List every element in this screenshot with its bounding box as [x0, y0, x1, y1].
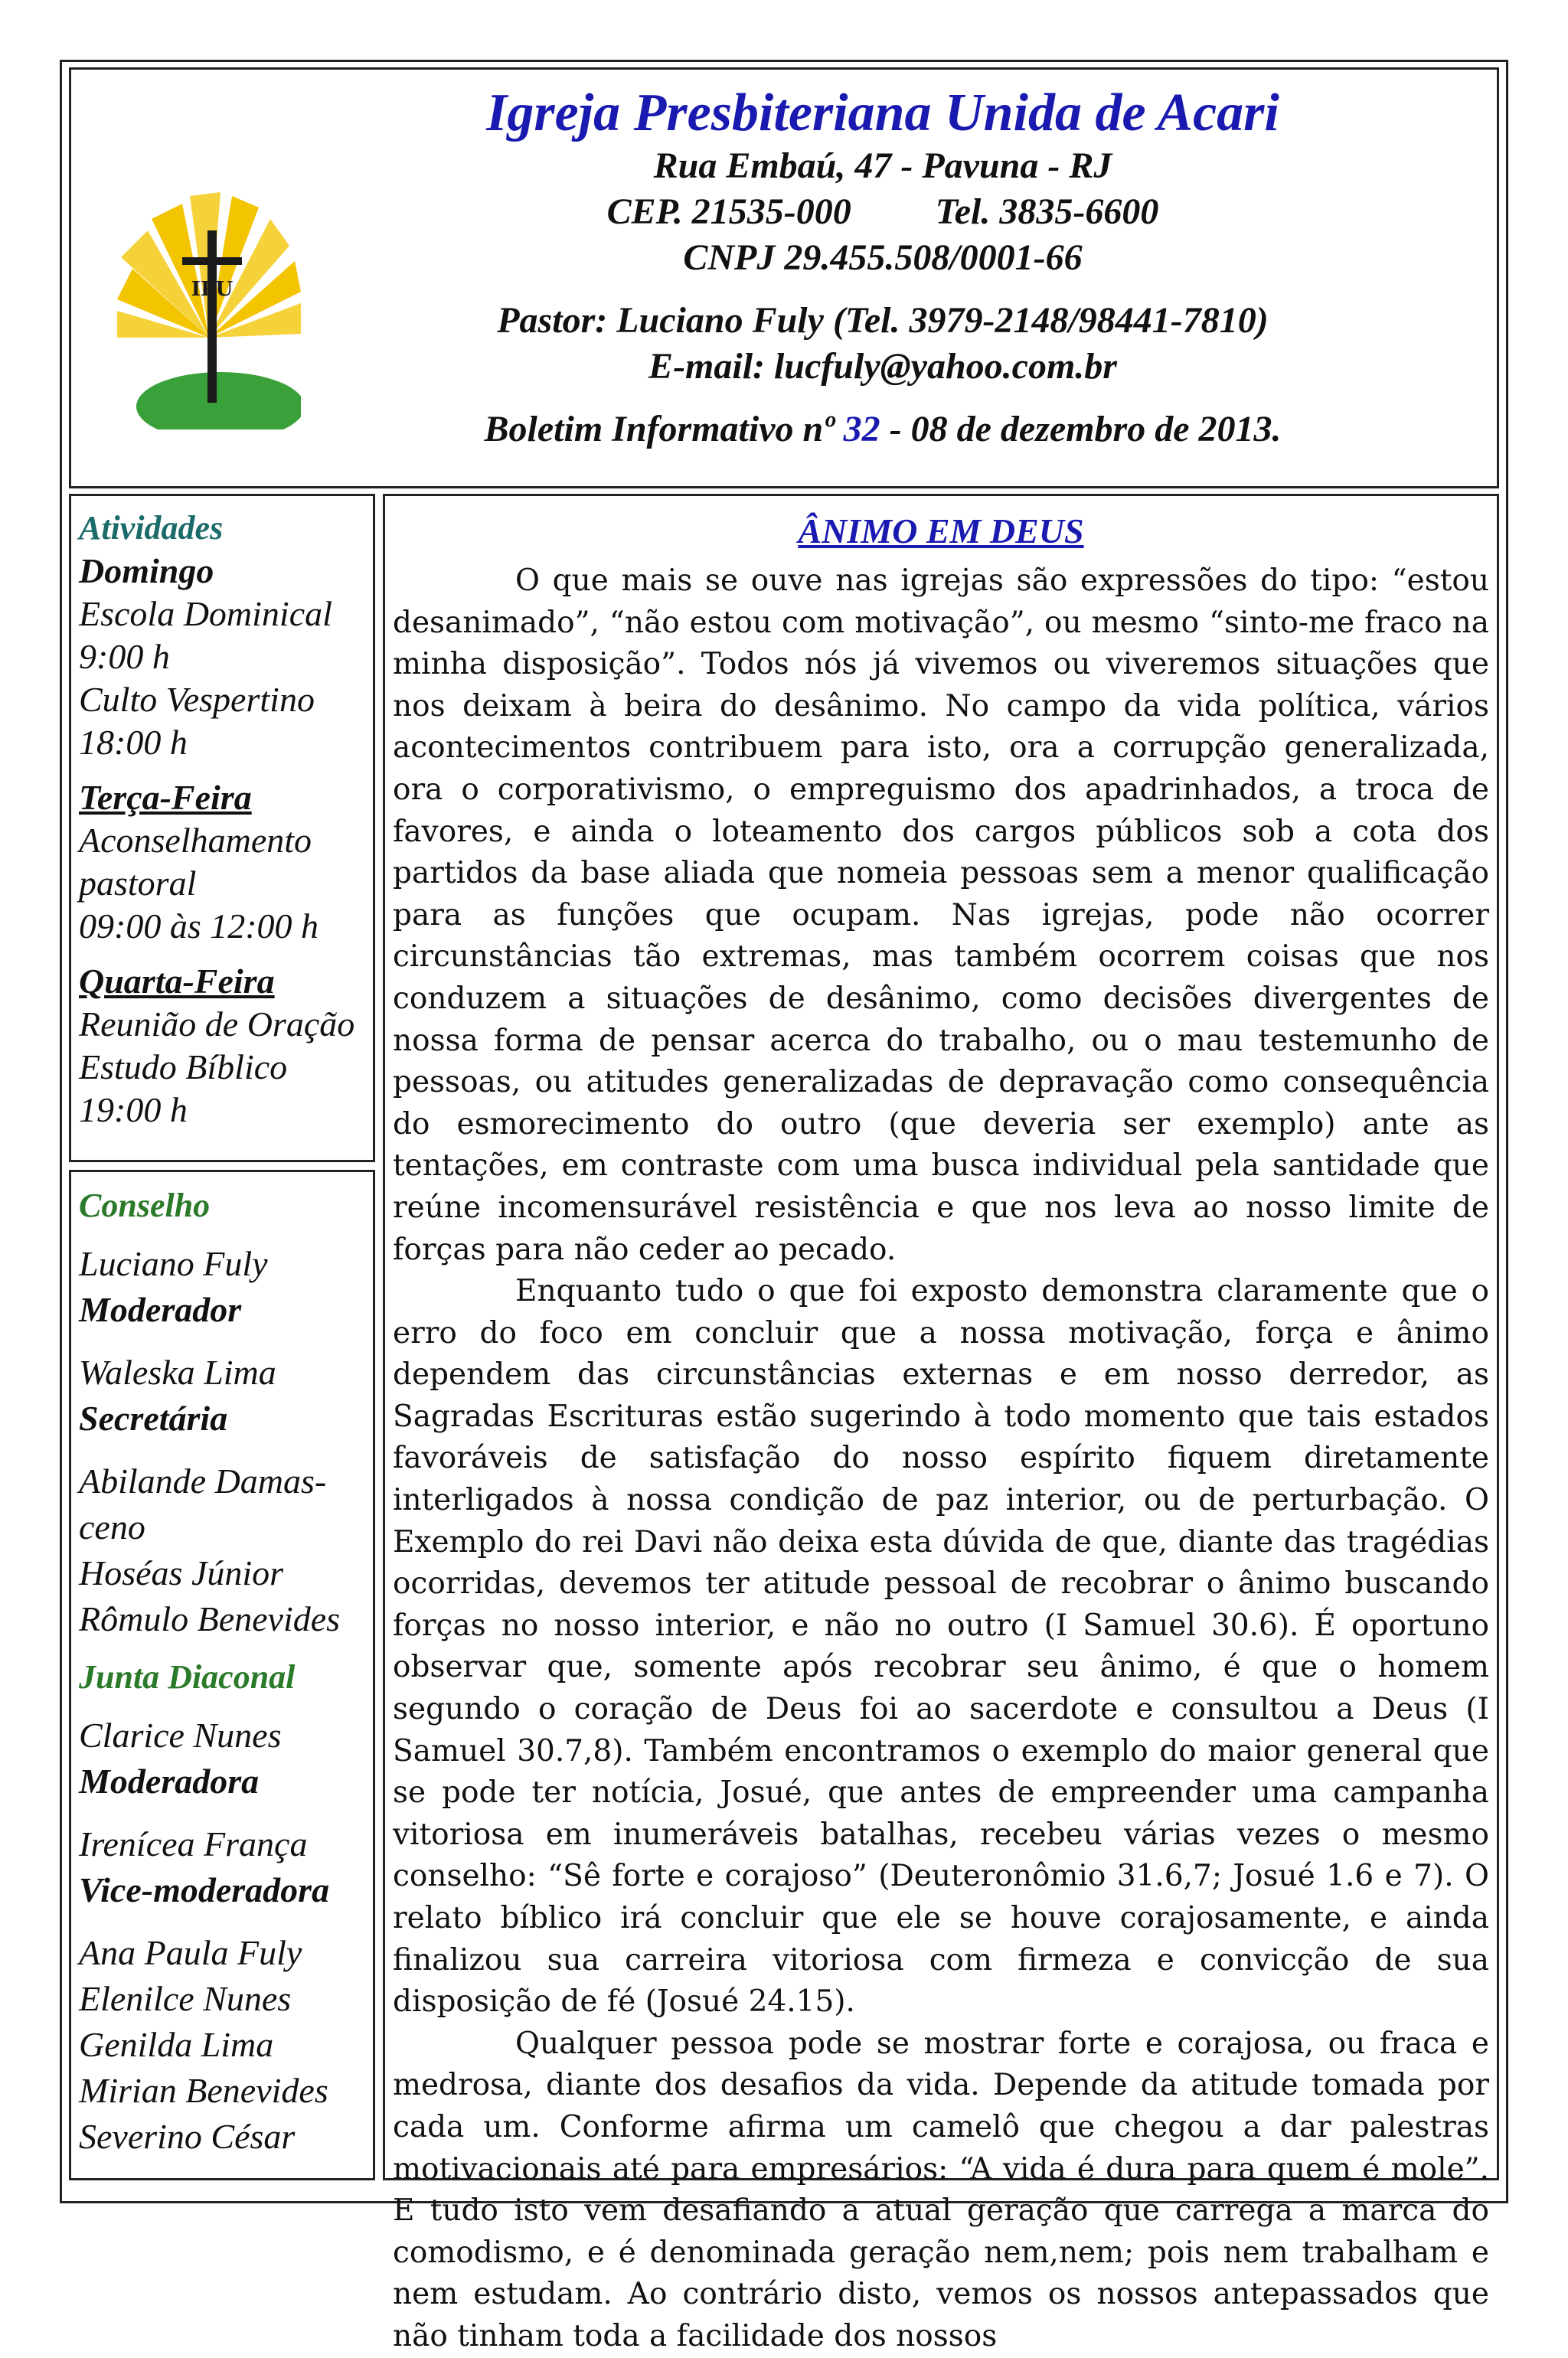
activity-line: 18:00 h — [79, 723, 188, 762]
member-name: Mirian Benevides — [79, 2071, 328, 2110]
member-name: Rômulo Benevides — [79, 1599, 341, 1638]
address: Rua Embaú, 47 - Pavuna - RJ — [653, 145, 1112, 187]
leadership-box — [69, 1170, 375, 2180]
member-name: Hoséas Júnior — [79, 1553, 284, 1592]
member-role: Moderador — [79, 1290, 242, 1329]
church-name: Igreja Presbiteriana Unida de Acari — [486, 83, 1279, 142]
activity-line: Reunião de Oração — [79, 1004, 355, 1043]
email: E-mail: lucfuly@yahoo.com.br — [648, 346, 1117, 387]
article-paragraph: O que mais se ouve nas igrejas são expressões do tipo: “estou desanimado”, “não estou com motivação”, ou mesmo “sinto-me fraco na minha disposição”. Todos nós já vivemos ou viveremos situações que nos deixam à beira do desânimo. No campo da vida política, vários acontecimentos contribuem para isto, ora a corrupção generalizada, ora o corporativismo, o empreguismo dos apadrinhados, a troca de favores, e ainda o loteamento dos cargos públicos sob a cota dos partidos da base aliada que nomeia pessoas sem a menor qualificação para as funções que ocupam. Nas igrejas, pode não ocorrer circunstâncias tão extremas, mas também ocorrem coisas que nos conduzem a situações de desânimo, como decisões divergentes de nossa forma de pensar acerca do trabalho, ou o mau testemunho de pessoas, ou atitudes generalizadas de depravação como consequência do esmorecimento do outro (que deveria ser exemplo) ante as tentações, em contraste com uma busca individual pela santidade que reúne incomensurável resistência e que nos leva ao nosso limite de forças para não ceder ao pecado. — [393, 563, 1489, 1267]
member-name: Irenícea França — [79, 1824, 308, 1863]
header-box — [69, 67, 1499, 488]
cep: CEP. 21535-000 — [606, 191, 851, 233]
cnpj: CNPJ 29.455.508/0001-66 — [683, 237, 1083, 279]
phone: Tel. 3835-6600 — [935, 191, 1159, 233]
activity-line: Aconselhamento — [79, 821, 312, 860]
member-name: Clarice Nunes — [79, 1716, 282, 1755]
member-name: Abilande Damas- — [79, 1462, 327, 1501]
member-name: Luciano Fuly — [79, 1244, 268, 1283]
article-paragraph: Enquanto tudo o que foi exposto demonstra claramente que o erro do foco em concluir que a nossa motivação, força e ânimo dependem das circunstâncias externas e em nosso derredor, as Sagradas Escrituras estão sugerindo à todo momento que tais estados favoráveis de satisfação do nosso espírito fiquem diretamente interligados à nossa condição de paz interior, ou de perturbação. O Exemplo do rei Davi não deixa esta dúvida de que, diante das tragédias ocorridas, devemos ter atitude pessoal de recobrar o ânimo buscando forças no nosso interior, e não no outro (I Samuel 30.6). É oportuno observar que, somente após recobrar seu ânimo, é que o homem segundo o coração de Deus foi ao sacerdote e consultou a Deus (I Samuel 30.7,8). Também encontramos o exemplo do maior general que se pode ter notícia, Josué, que antes de empreender uma campanha vitoriosa em inumeráveis batalhas, recebeu várias vezes o mesmo conselho: “Sê forte e corajoso” (Deuteronômio 31.6,7; Josué 1.6 e 7). O relato bíblico irá concluir que ele se houve corajosamente, e ainda finalizou sua carreira vitoriosa com firmeza e convicção de sua disposição de fé (Josué 24.15). — [393, 1274, 1489, 2020]
member-name: ceno — [79, 1507, 145, 1546]
bulletin-number: 32 — [843, 409, 880, 450]
member-role: Vice-moderadora — [79, 1870, 330, 1909]
activity-line: Culto Vespertino — [79, 680, 315, 719]
member-role: Secretária — [79, 1399, 228, 1438]
day-wednesday: Quarta-Feira — [79, 962, 275, 1001]
pastor: Pastor: Luciano Fuly (Tel. 3979-2148/98441-7810) — [497, 300, 1269, 341]
article-title: ÂNIMO EM DEUS — [798, 511, 1084, 550]
member-name: Genilda Lima — [79, 2025, 274, 2064]
activity-line: 9:00 h — [79, 637, 170, 676]
activity-line: Estudo Bíblico — [79, 1047, 288, 1086]
activity-line: pastoral — [79, 864, 197, 903]
activity-line: 19:00 h — [79, 1090, 188, 1129]
day-tuesday: Terça-Feira — [79, 778, 252, 817]
activity-line: Escola Dominical — [79, 594, 332, 633]
cross-icon — [207, 230, 217, 403]
day-sunday: Domingo — [79, 551, 214, 590]
activities-box — [69, 494, 375, 1162]
bulletin-line: Boletim Informativo nº 32 - 08 de dezembro de 2013. — [484, 409, 1282, 450]
member-name: Severino César — [79, 2117, 296, 2156]
deacons-title: Junta Diaconal — [79, 1658, 296, 1696]
church-logo — [117, 185, 301, 429]
article-body — [393, 560, 1489, 2358]
hill-icon — [136, 372, 301, 429]
member-role: Moderadora — [79, 1762, 260, 1801]
logo-letters: IPU — [191, 278, 234, 301]
cep-tel-line — [408, 189, 1357, 235]
activity-line: 09:00 às 12:00 h — [79, 906, 319, 945]
activities-title: Atividades — [79, 509, 224, 547]
article-paragraph: Qualquer pessoa pode se mostrar forte e corajosa, ou fraca e medrosa, diante dos desafios da vida. Depende da atitude tomada por cada um. Conforme afirma um camelô que chegou a dar palestras motivacionais até para empresários: “A vida é dura para quem é mole”. E tudo isto vem desafiando a atual geração que carrega a marca do comodismo, e é denominada geração nem,nem; pois nem trabalham e nem estudam. Ao contrário disto, vemos os nossos antepassados que não tinham toda a facilidade dos nossos — [393, 2026, 1489, 2353]
article-box — [383, 494, 1499, 2353]
member-name: Ana Paula Fuly — [79, 1933, 302, 1972]
member-name: Waleska Lima — [79, 1353, 276, 1392]
council-title: Conselho — [79, 1187, 211, 1224]
member-name: Elenilce Nunes — [79, 1979, 292, 2018]
